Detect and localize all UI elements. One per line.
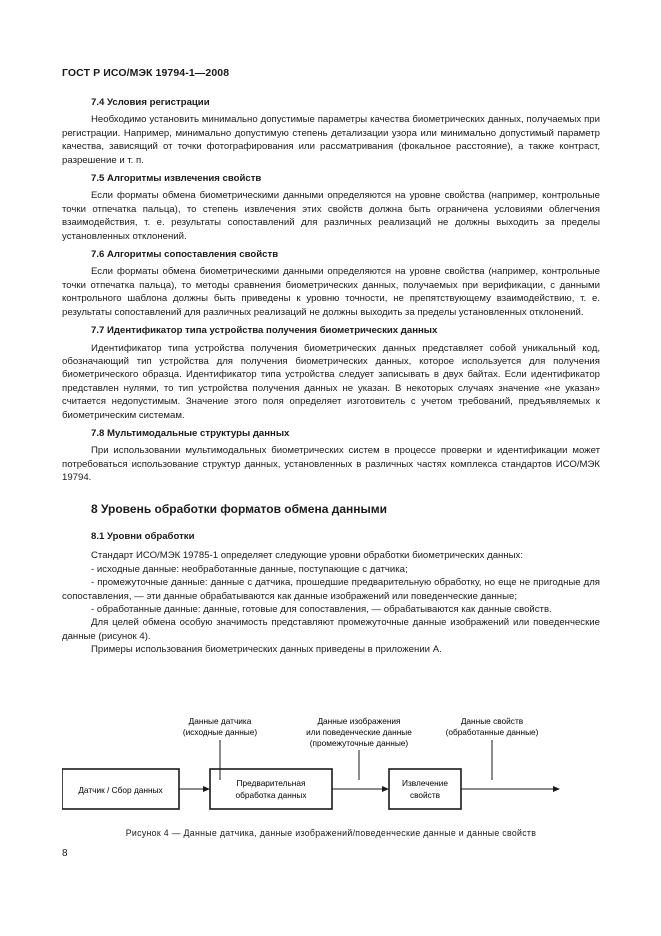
label-sensor-data-sub: (исходные данные) — [182, 727, 258, 737]
section-7-5-title: 7.5 Алгоритмы извлечения свойств — [91, 173, 262, 185]
label-image-data-sub1: или поведенческие данные — [306, 727, 412, 737]
section-7-6-title: 7.6 Алгоритмы сопоставления свойств — [91, 249, 279, 261]
box-sensor-label: Датчик / Сбор данных — [78, 785, 163, 795]
list-item-processed: - обработанные данные: данные, готовые для сопоставления, — обрабатываются как данные свойств. — [91, 604, 552, 615]
label-feature-data: Данные свойств — [460, 716, 524, 726]
section-8-1-title: 8.1 Уровни обработки — [91, 530, 195, 542]
section-8-1-para1: Для целей обмена особую значимость представляют промежуточные данные изображений или поведенческие данные (рисунок 4). — [62, 617, 600, 642]
box-preprocessing-label-2: обработка данных — [235, 790, 307, 800]
section-8-1-intro: Стандарт ИСО/МЭК 19785-1 определяет следующие уровни обработки биометрических данных: — [91, 550, 524, 562]
section-7-6-text: Если форматы обмена биометрическими данными определяются на уровне свойства (например, контрольные точки отпечатка пальца), то методы сравнения биометрических данных, получаемых при верификации, с данными контрольного шаблона должны быть приведены к уровню точности, не препятствующему взаимодействию, т. е. результаты сопоставлений для различных реализаций не должны выходить за пределы установленных отклонений. — [62, 266, 600, 318]
box-extraction-label-2: свойств — [409, 790, 441, 800]
section-8-1-para2: Примеры использования биометрических данных приведены в приложении А. — [91, 644, 442, 656]
label-feature-data-sub: (обработанные данные) — [445, 727, 539, 737]
section-7-4-text: Необходимо установить минимально допустимые параметры качества биометрических данных, получаемых при регистрации. Например, минимально допустимую степень детализации узора или минимально допустимый параметр качества, зависящий от точки фотографирования или рассматривания (фокальное расстояние), а также контраст, разрешение и т. п. — [62, 114, 600, 166]
page-number: 8 — [62, 848, 68, 859]
box-extraction-label-1: Извлечение — [402, 778, 448, 788]
figure-4-caption: Рисунок 4 — Данные датчика, данные изображений/поведенческие данные и данные свойств — [125, 828, 537, 838]
label-image-data: Данные изображения — [317, 716, 401, 726]
flow-arrowhead-3 — [553, 786, 560, 792]
label-sensor-data: Данные датчика — [188, 716, 252, 726]
box-extraction — [389, 769, 461, 809]
box-preprocessing-label-1: Предварительная — [236, 778, 306, 788]
section-8-title: 8 Уровень обработки форматов обмена данными — [91, 501, 387, 516]
figure-4-diagram — [62, 710, 600, 825]
label-image-data-sub2: (промежуточные данные) — [309, 738, 409, 748]
section-7-5-text: Если форматы обмена биометрическими данными определяются на уровне свойства (например, контрольные точки отпечатка пальца), то степень извлечения этих свойств должна быть ограничена условиями облегчения взаимодействия, т. е. результаты сопоставлений для различных реализаций не должны выходить за пределы установленных отклонений. — [62, 190, 600, 242]
section-7-7-text: Идентификатор типа устройства получения биометрических данных представляет собой уникальный код, обозначающий тип устройства для получения биометрических данных, которое используется для получения биометрического образца. Идентификатор типа устройства следует записывать в двух байтах. Если идентификатор представлен нулями, то тип устройства получения данных не указан. В некоторых случаях значение «не указан» считается недопустимым. Значение этого поля определяет изготовитель с учетом требований, предъявляемых к биометрическим системам. — [62, 342, 600, 421]
flow-arrowhead-1 — [203, 786, 210, 792]
section-7-4-title: 7.4 Условия регистрации — [91, 97, 210, 108]
document-body — [62, 96, 600, 662]
section-7-7-title: 7.7 Идентификатор типа устройства получения биометрических данных — [91, 325, 438, 337]
box-preprocessing — [210, 769, 332, 809]
list-item-intermediate: - промежуточные данные: данные с датчика, прошедшие предварительную обработку, но еще не пригодные для сопоставления, — эти данные обрабатываются как данные изображений или поведенческие данные; — [62, 577, 600, 602]
figure-4 — [62, 710, 600, 838]
section-7-8-text: При использовании мультимодальных биометрических систем в процессе проверки и идентификации может потребоваться использование структур данных, установленных в различных частях комплекса стандартов ИСО/МЭК 19794. — [62, 445, 600, 484]
section-7-8-title: 7.8 Мультимодальные структуры данных — [91, 427, 290, 439]
standard-header: ГОСТ Р ИСО/МЭК 19794-1—2008 — [62, 67, 230, 79]
list-item-raw: - исходные данные: необработанные данные, поступающие с датчика; — [91, 563, 408, 575]
flow-arrowhead-2 — [382, 786, 389, 792]
